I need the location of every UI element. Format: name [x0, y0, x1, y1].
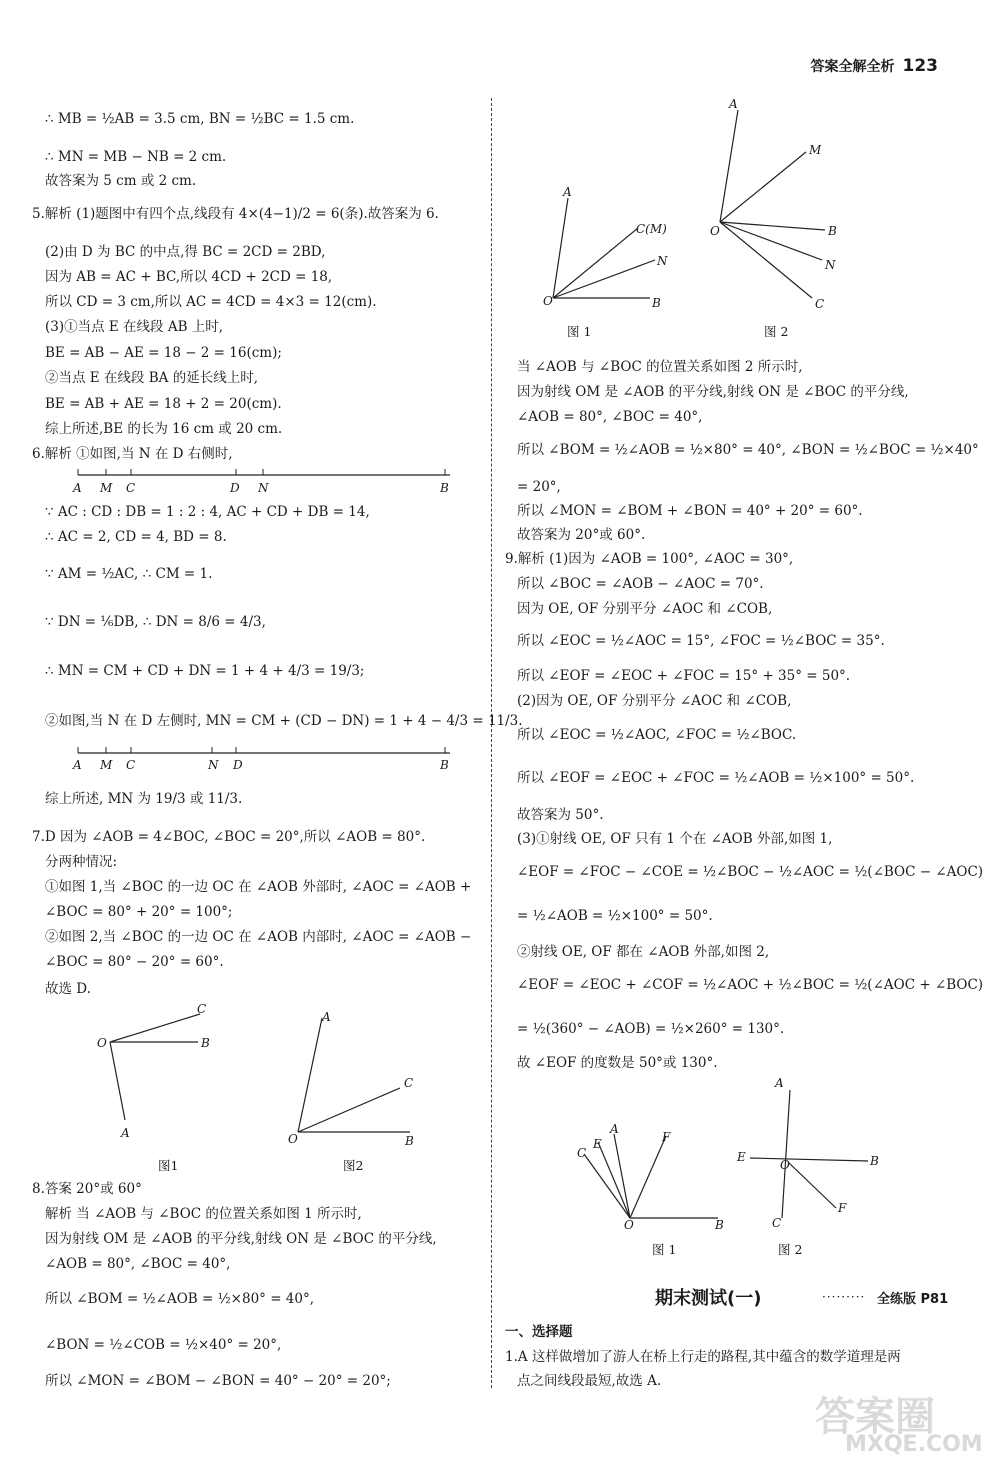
text-line: ∠BON = ½∠COB = ½×40° = 20°, [45, 1337, 282, 1353]
point-label: B [652, 296, 661, 310]
text-line: 7.D 因为 ∠AOB = 4∠BOC, ∠BOC = 20°,所以 ∠AOB = 80°. [32, 829, 426, 845]
point-label: C [404, 1076, 414, 1090]
text-line: ∴ MN = CM + CD + DN = 1 + 4 + 4/3 = 19/3; [45, 663, 365, 679]
point-label: B [405, 1134, 414, 1148]
point-label: O [543, 294, 553, 308]
text-line: ∠AOB = 80°, ∠BOC = 40°, [517, 409, 703, 425]
text-line: ∠BOC = 80° − 20° = 60°. [45, 954, 224, 970]
text-line: ②如图,当 N 在 D 左侧时, MN = CM + (CD − DN) = 1 + 4 − 4/3 = 11/3. [45, 713, 523, 729]
text-line: 6.解析 ①如图,当 N 在 D 右侧时, [32, 446, 233, 462]
text-line: 因为 AB = AC + BC,所以 4CD + 2CD = 18, [45, 269, 333, 285]
figure-caption: 图 1 [652, 1242, 677, 1257]
header-title: 答案全解全析 [810, 59, 895, 75]
point-label: N [825, 258, 836, 272]
point-label: B [201, 1036, 210, 1050]
text-line: ∵ DN = ⅙DB, ∴ DN = 8/6 = 4/3, [45, 614, 266, 630]
point-label: O [97, 1036, 107, 1050]
text-line: ∴ AC = 2, CD = 4, BD = 8. [45, 529, 227, 545]
point-label: N [208, 758, 219, 772]
point-label: D [233, 758, 243, 772]
text-line: ∠BOC = 80° + 20° = 100°; [45, 904, 233, 920]
point-label: C [577, 1146, 587, 1160]
text-line: ①如图 1,当 ∠BOC 的一边 OC 在 ∠AOB 外部时, ∠AOC = ∠AOB + [45, 879, 472, 895]
q8-figures [540, 100, 860, 320]
q7-figures [100, 1000, 440, 1150]
point-label: B [828, 224, 837, 238]
text-line: 所以 ∠EOC = ½∠AOC, ∠FOC = ½∠BOC. [517, 727, 797, 743]
column-divider [491, 98, 492, 1388]
text-line: ∠EOF = ∠FOC − ∠COE = ½∠BOC − ½∠AOC = ½(∠BOC − ∠AOC) [517, 864, 984, 880]
text-line: 故答案为 20°或 60°. [517, 527, 646, 543]
text-line: 所以 ∠BOM = ½∠AOB = ½×80° = 40°, ∠BON = ½∠BOC = ½×40° [517, 442, 979, 458]
text-line: 1.A 这样做增加了游人在桥上行走的路程,其中蕴含的数学道理是两 [505, 1349, 901, 1365]
section-reference: 全练版 P81 [877, 1292, 949, 1307]
text-line: BE = AB + AE = 18 + 2 = 20(cm). [45, 396, 282, 412]
point-label: A [322, 1010, 331, 1024]
point-label: O [780, 1158, 790, 1172]
text-line: (2)由 D 为 BC 的中点,得 BC = 2CD = 2BD, [45, 244, 326, 260]
text-line: 故 ∠EOF 的度数是 50°或 130°. [517, 1055, 718, 1071]
watermark-logo: 答案圈 [815, 1394, 935, 1440]
point-label: B [715, 1218, 724, 1232]
text-line: 5.解析 (1)题图中有四个点,线段有 4×(4−1)/2 = 6(条).故答案为 6. [32, 206, 439, 222]
text-line: ∴ MN = MB − NB = 2 cm. [45, 149, 227, 165]
text-line: 所以 ∠BOM = ½∠AOB = ½×80° = 40°, [45, 1291, 315, 1307]
watermark-url: MXQE.COM [845, 1432, 983, 1457]
text-line: 所以 ∠BOC = ∠AOB − ∠AOC = 70°. [517, 576, 764, 592]
text-line: 9.解析 (1)因为 ∠AOB = 100°, ∠AOC = 30°, [505, 551, 794, 567]
point-label: A [121, 1126, 130, 1140]
point-label: F [838, 1201, 847, 1215]
point-label: C [126, 758, 136, 772]
figure-caption: 图 1 [567, 324, 592, 339]
text-line: ∠AOB = 80°, ∠BOC = 40°, [45, 1256, 231, 1272]
point-label: A [729, 97, 738, 111]
point-label: O [288, 1132, 298, 1146]
text-line: 所以 CD = 3 cm,所以 AC = 4CD = 4×3 = 12(cm). [45, 294, 377, 310]
text-line: 当 ∠AOB 与 ∠BOC 的位置关系如图 2 所示时, [517, 359, 803, 375]
point-label: M [809, 143, 822, 157]
text-line: = 20°, [517, 479, 561, 495]
text-line: 所以 ∠MON = ∠BOM − ∠BON = 40° − 20° = 20°; [45, 1373, 391, 1389]
point-label: E [593, 1137, 602, 1151]
text-line: ②当点 E 在线段 BA 的延长线上时, [45, 370, 258, 386]
text-line: 综上所述, MN 为 19/3 或 11/3. [45, 791, 243, 807]
text-line: 故答案为 5 cm 或 2 cm. [45, 173, 197, 189]
point-label: A [775, 1076, 784, 1090]
figure-caption: 图2 [343, 1158, 364, 1173]
figure-caption: 图 2 [764, 324, 789, 339]
point-label: E [737, 1150, 746, 1164]
point-label: C [197, 1002, 207, 1016]
text-line: 综上所述,BE 的长为 16 cm 或 20 cm. [45, 421, 283, 437]
text-line: 所以 ∠EOF = ∠EOC + ∠FOC = 15° + 35° = 50°. [517, 668, 851, 684]
point-label: C(M) [636, 222, 667, 236]
text-line: 故答案为 50°. [517, 807, 604, 823]
point-label: C [126, 481, 136, 495]
text-line: ∵ AM = ½AC, ∴ CM = 1. [45, 566, 213, 582]
point-label: F [662, 1130, 671, 1144]
point-label: O [624, 1218, 634, 1232]
text-line: 点之间线段最短,故选 A. [517, 1373, 662, 1389]
figure-caption: 图 2 [778, 1242, 803, 1257]
text-line: 因为射线 OM 是 ∠AOB 的平分线,射线 ON 是 ∠BOC 的平分线, [517, 384, 909, 400]
figure-caption: 图1 [158, 1158, 179, 1173]
point-label: C [815, 297, 825, 311]
point-label: B [440, 758, 449, 772]
text-line: 分两种情况: [45, 854, 118, 870]
text-line: ∴ MB = ½AB = 3.5 cm, BN = ½BC = 1.5 cm. [45, 111, 355, 127]
point-label: B [870, 1154, 879, 1168]
point-label: B [440, 481, 449, 495]
point-label: M [100, 481, 113, 495]
text-line: BE = AB − AE = 18 − 2 = 16(cm); [45, 345, 282, 361]
text-line: (3)①射线 OE, OF 只有 1 个在 ∠AOB 外部,如图 1, [517, 831, 833, 847]
text-line: ∠EOF = ∠EOC + ∠COF = ½∠AOC + ½∠BOC = ½(∠AOC + ∠BOC) [517, 977, 984, 993]
text-line: (3)①当点 E 在线段 AB 上时, [45, 319, 224, 335]
text-line: 所以 ∠EOC = ½∠AOC = 15°, ∠FOC = ½∠BOC = 35°. [517, 633, 885, 649]
text-line: ②射线 OE, OF 都在 ∠AOB 外部,如图 2, [517, 944, 770, 960]
text-line: = ½(360° − ∠AOB) = ½×260° = 130°. [517, 1021, 785, 1037]
subsection-heading: 一、选择题 [505, 1324, 573, 1340]
text-line: 8.答案 20°或 60° [32, 1181, 142, 1197]
point-label: A [73, 758, 82, 772]
section-leader-dots: ········· [822, 1290, 866, 1304]
text-line: (2)因为 OE, OF 分别平分 ∠AOC 和 ∠COB, [517, 693, 792, 709]
text-line: ∵ AC : CD : DB = 1 : 2 : 4, AC + CD + DB = 14, [45, 504, 370, 520]
point-label: O [710, 224, 720, 238]
section-title: 期末测试(一) [655, 1288, 762, 1309]
point-label: A [610, 1122, 619, 1136]
point-label: A [73, 481, 82, 495]
point-label: A [563, 185, 572, 199]
text-line: 所以 ∠EOF = ∠EOC + ∠FOC = ½∠AOB = ½×100° = 50°. [517, 770, 915, 786]
text-line: 因为射线 OM 是 ∠AOB 的平分线,射线 ON 是 ∠BOC 的平分线, [45, 1231, 437, 1247]
point-label: D [230, 481, 240, 495]
text-line: 所以 ∠MON = ∠BOM + ∠BON = 40° + 20° = 60°. [517, 503, 863, 519]
text-line: = ½∠AOB = ½×100° = 50°. [517, 908, 713, 924]
point-label: C [772, 1216, 782, 1230]
point-label: N [657, 254, 668, 268]
point-label: N [258, 481, 269, 495]
text-line: 解析 当 ∠AOB 与 ∠BOC 的位置关系如图 1 所示时, [45, 1206, 362, 1222]
text-line: 因为 OE, OF 分别平分 ∠AOC 和 ∠COB, [517, 601, 773, 617]
text-line: ②如图 2,当 ∠BOC 的一边 OC 在 ∠AOB 内部时, ∠AOC = ∠AOB − [45, 929, 472, 945]
text-line: 故选 D. [45, 981, 91, 997]
page-number: 123 [902, 56, 938, 76]
point-label: M [100, 758, 113, 772]
page-header [811, 56, 939, 76]
